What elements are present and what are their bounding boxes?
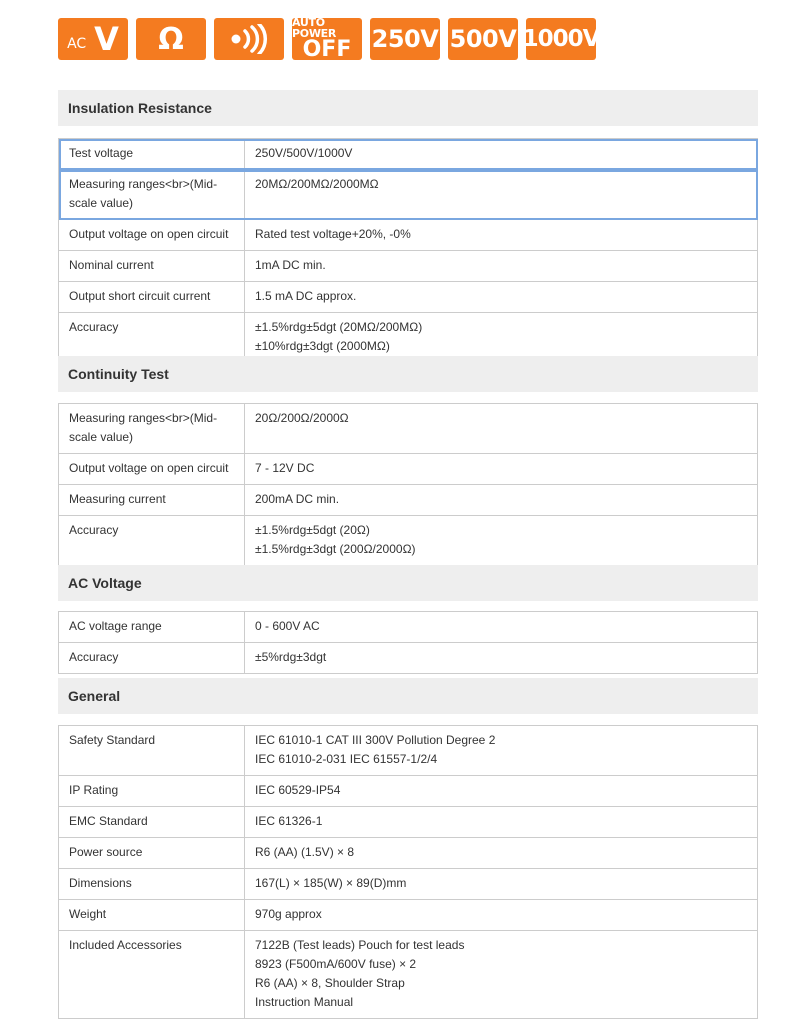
spec-label: Safety Standard <box>59 726 245 776</box>
spec-label: Measuring ranges<br>(Mid-scale value) <box>59 404 245 454</box>
off-label: OFF <box>302 37 352 62</box>
spec-value <box>245 612 758 643</box>
auto-power-off-icon <box>292 18 362 60</box>
spec-label: Accuracy <box>59 516 245 566</box>
spec-value <box>245 776 758 807</box>
spec-label: Included Accessories <box>59 931 245 1019</box>
auto-power-label: AUTO POWER <box>292 16 337 40</box>
spec-table-ac-voltage <box>58 611 758 674</box>
spec-value <box>245 220 758 251</box>
1000v-icon <box>522 18 600 60</box>
table-row <box>59 139 758 170</box>
spec-value-line: R6 (AA) (1.5V) × 8 <box>255 845 355 859</box>
500v-label: 500V <box>449 25 517 53</box>
spec-value-line: 167(L) × 185(W) × 89(D)mm <box>255 876 407 890</box>
table-row <box>59 404 758 454</box>
spec-value <box>245 313 758 363</box>
spec-label: Power source <box>59 838 245 869</box>
spec-value <box>245 404 758 454</box>
spec-value-line: Rated test voltage+20%, -0% <box>255 227 411 241</box>
spec-value-line: R6 (AA) × 8, Shoulder Strap <box>255 976 405 990</box>
spec-table-insulation-resistance <box>58 138 758 363</box>
spec-value-line: 250V/500V/1000V <box>255 146 353 160</box>
table-row <box>59 251 758 282</box>
ohm-icon <box>136 18 206 60</box>
500v-icon <box>448 18 518 60</box>
spec-label: Test voltage <box>59 139 245 170</box>
spec-label: Accuracy <box>59 313 245 363</box>
spec-value <box>245 282 758 313</box>
spec-value-line: ±10%rdg±3dgt (2000MΩ) <box>255 339 390 353</box>
spec-value <box>245 931 758 1019</box>
sound-waves-icon <box>229 24 269 54</box>
spec-value-line: 20Ω/200Ω/2000Ω <box>255 411 349 425</box>
table-row <box>59 869 758 900</box>
continuity-buzzer-icon <box>214 18 284 60</box>
ohm-symbol: Ω <box>158 21 184 57</box>
spec-value-line: ±1.5%rdg±5dgt (20MΩ/200MΩ) <box>255 320 423 334</box>
spec-value <box>245 139 758 170</box>
spec-label: AC voltage range <box>59 612 245 643</box>
table-row <box>59 776 758 807</box>
table-row <box>59 807 758 838</box>
spec-value-line: 200mA DC min. <box>255 492 340 506</box>
spec-table-continuity-test <box>58 403 758 566</box>
ac-voltage-icon <box>58 18 128 60</box>
spec-value-line: IEC 61010-2-031 IEC 61557-1/2/4 <box>255 752 438 766</box>
spec-value-line: 970g approx <box>255 907 322 921</box>
spec-table-general <box>58 725 758 1019</box>
section-heading-general: General <box>58 678 758 714</box>
table-row <box>59 838 758 869</box>
spec-label: Measuring current <box>59 485 245 516</box>
section-heading-insulation-resistance: Insulation Resistance <box>58 90 758 126</box>
spec-label: Measuring ranges<br>(Mid-scale value) <box>59 170 245 220</box>
section-heading-ac-voltage: AC Voltage <box>58 565 758 601</box>
spec-value-line: IEC 61010-1 CAT III 300V Pollution Degree 2 <box>255 733 496 747</box>
spec-value-line: 20MΩ/200MΩ/2000MΩ <box>255 177 379 191</box>
spec-label: Nominal current <box>59 251 245 282</box>
table-row <box>59 485 758 516</box>
spec-value-line: IEC 60529-IP54 <box>255 783 341 797</box>
spec-value <box>245 516 758 566</box>
spec-value <box>245 900 758 931</box>
table-row <box>59 931 758 1019</box>
spec-label: Dimensions <box>59 869 245 900</box>
table-row <box>59 170 758 220</box>
spec-value <box>245 454 758 485</box>
1000v-label: 1000V <box>522 26 600 52</box>
spec-label: Output short circuit current <box>59 282 245 313</box>
spec-label: IP Rating <box>59 776 245 807</box>
spec-value-line: 0 - 600V AC <box>255 619 320 633</box>
spec-value <box>245 170 758 220</box>
table-row <box>59 282 758 313</box>
spec-value-line: IEC 61326-1 <box>255 814 323 828</box>
spec-value-line: ±1.5%rdg±3dgt (200Ω/2000Ω) <box>255 542 416 556</box>
volt-label: V <box>94 20 119 58</box>
spec-value-line: 7 - 12V DC <box>255 461 315 475</box>
spec-value <box>245 251 758 282</box>
spec-value <box>245 485 758 516</box>
table-row <box>59 643 758 674</box>
table-row <box>59 516 758 566</box>
spec-value <box>245 807 758 838</box>
spec-label: Accuracy <box>59 643 245 674</box>
spec-value-line: ±5%rdg±3dgt <box>255 650 327 664</box>
250v-icon <box>370 18 440 60</box>
table-row <box>59 900 758 931</box>
spec-label: Output voltage on open circuit <box>59 220 245 251</box>
table-row <box>59 313 758 363</box>
section-heading-continuity-test: Continuity Test <box>58 356 758 392</box>
spec-value-line: 7122B (Test leads) Pouch for test leads <box>255 938 465 952</box>
250v-label: 250V <box>371 25 439 53</box>
spec-label: EMC Standard <box>59 807 245 838</box>
table-row <box>59 726 758 776</box>
spec-value-line: 8923 (F500mA/600V fuse) × 2 <box>255 957 417 971</box>
table-row <box>59 454 758 485</box>
spec-value <box>245 643 758 674</box>
spec-value-line: ±1.5%rdg±5dgt (20Ω) <box>255 523 370 537</box>
spec-value <box>245 726 758 776</box>
table-row <box>59 612 758 643</box>
spec-value-line: Instruction Manual <box>255 995 354 1009</box>
spec-label: Weight <box>59 900 245 931</box>
spec-value <box>245 838 758 869</box>
spec-value-line: 1mA DC min. <box>255 258 326 272</box>
table-row <box>59 220 758 251</box>
spec-value <box>245 869 758 900</box>
spec-value-line: 1.5 mA DC approx. <box>255 289 357 303</box>
ac-label: AC <box>67 36 87 52</box>
spec-label: Output voltage on open circuit <box>59 454 245 485</box>
